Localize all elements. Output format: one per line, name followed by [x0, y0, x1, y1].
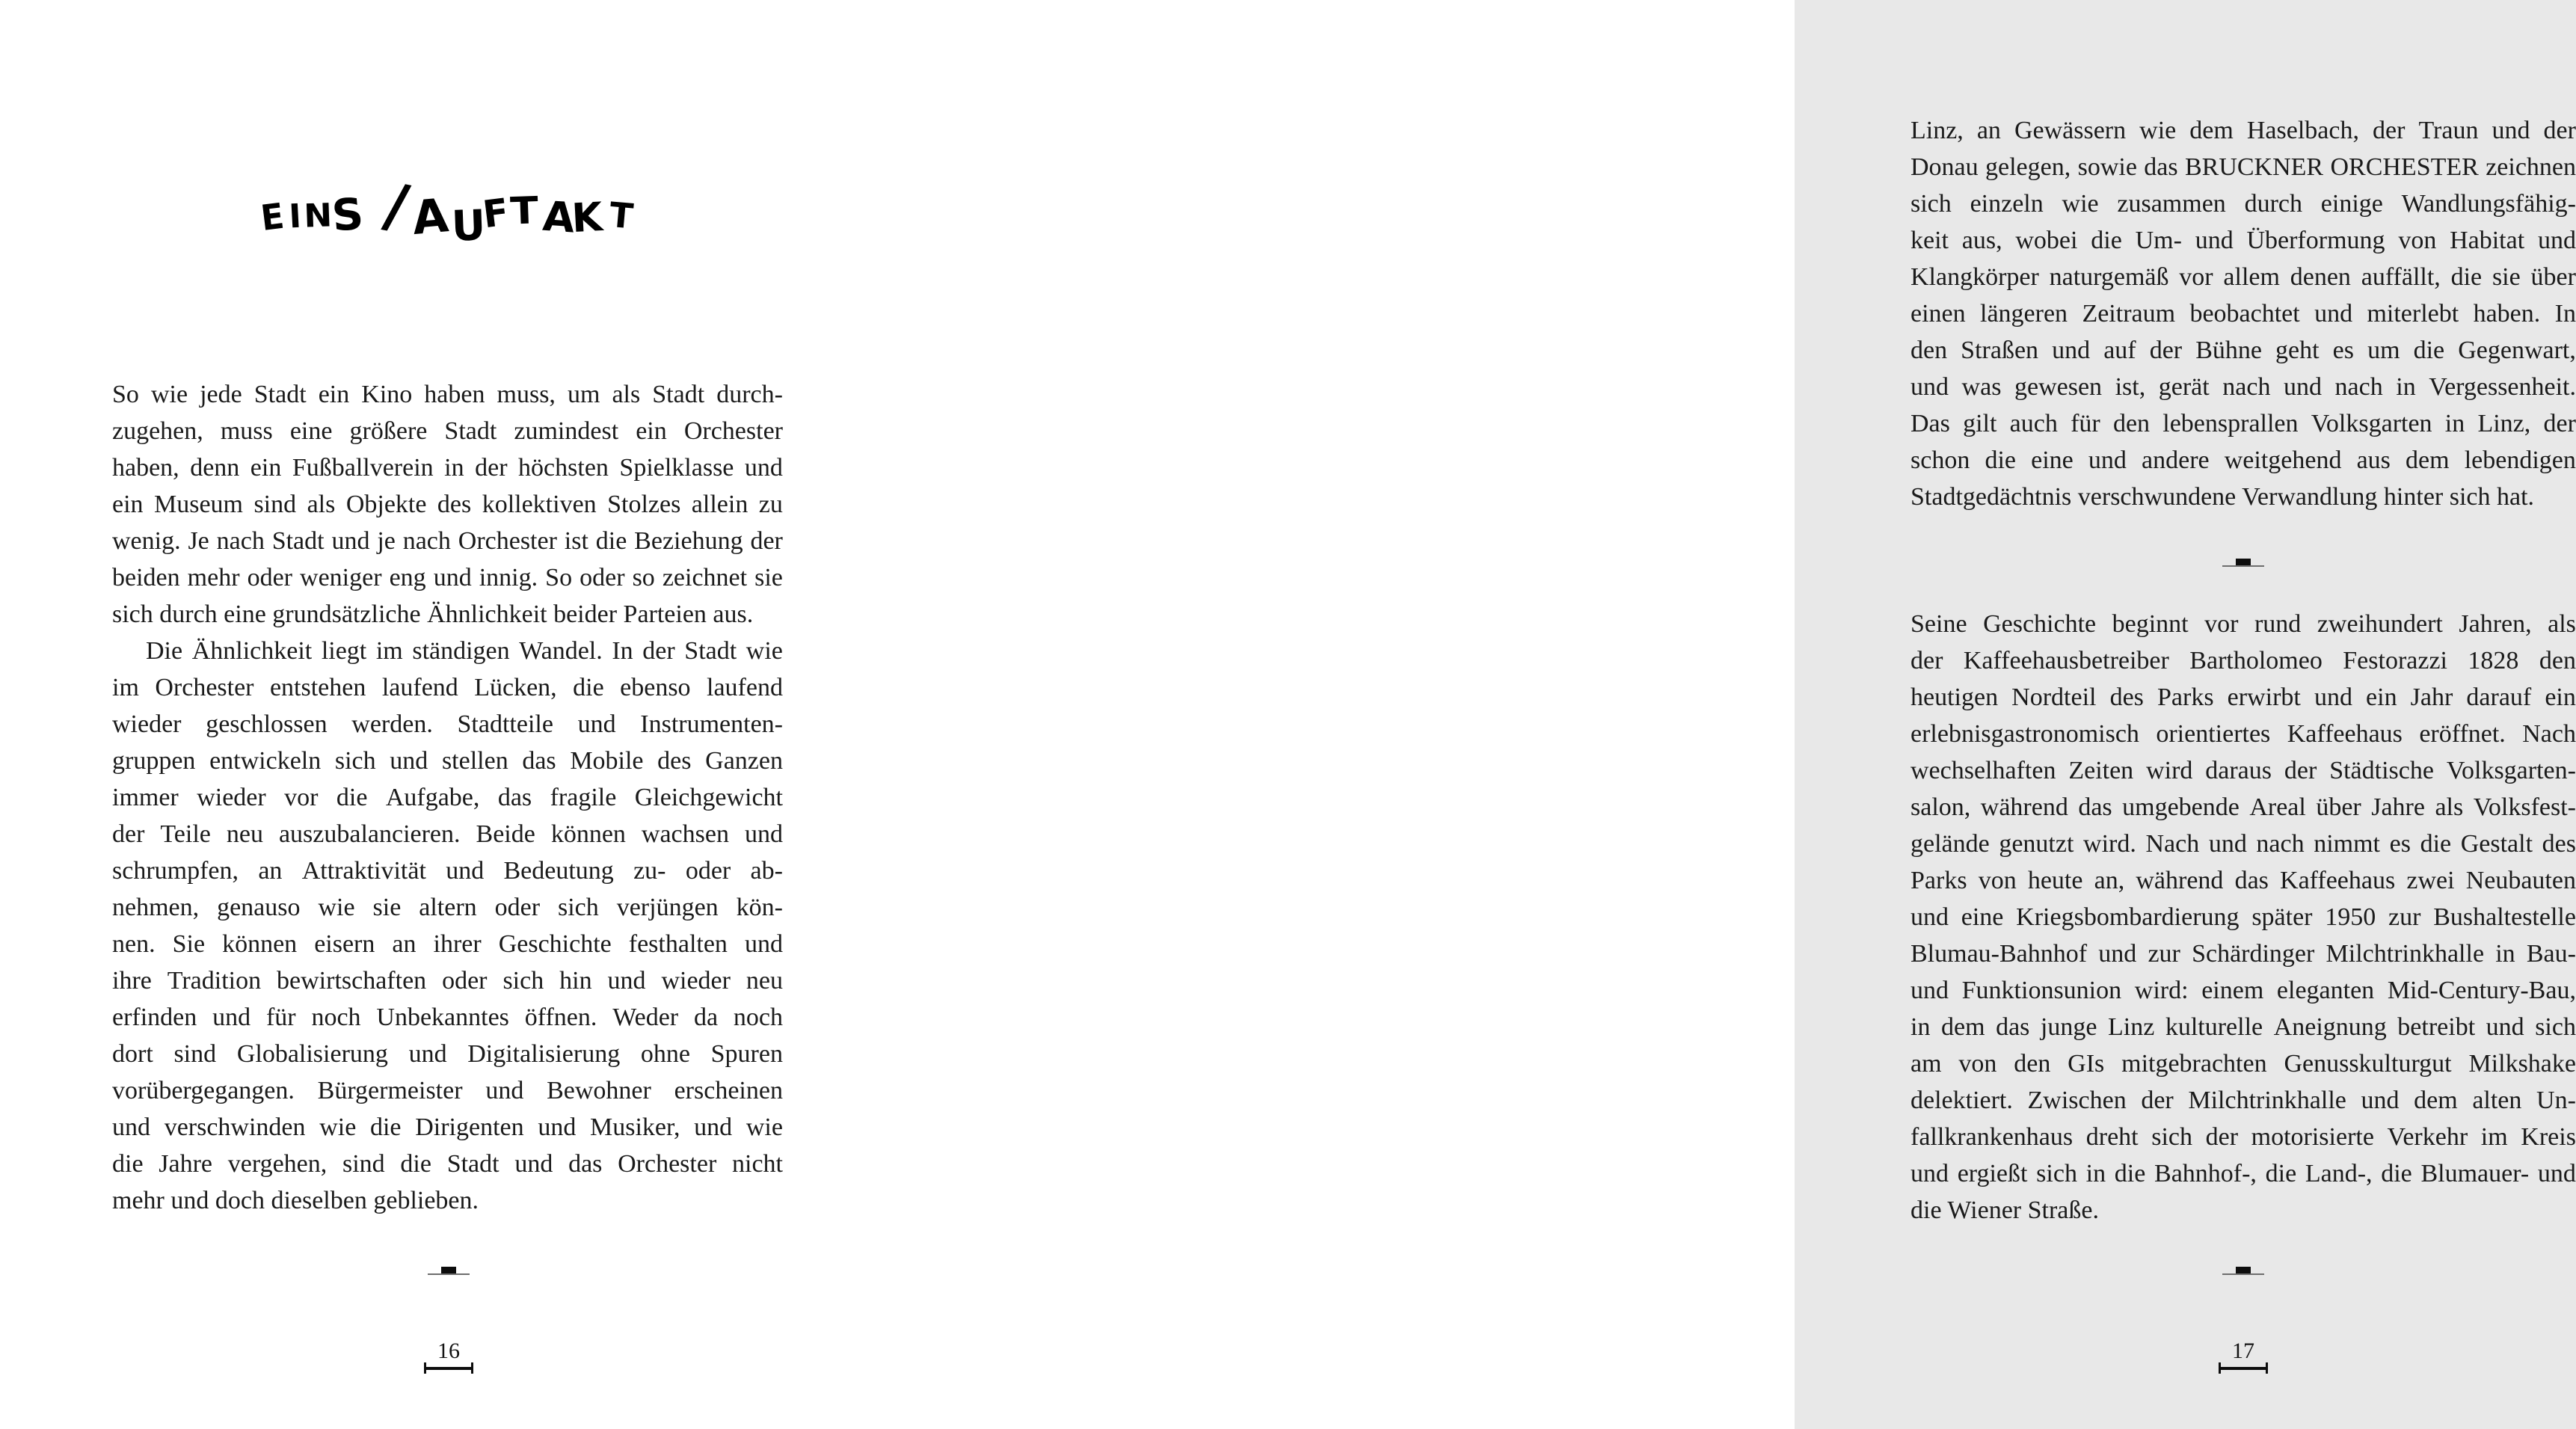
text-line: erfinden und für noch Unbekanntes öffnen. Weder da noch [112, 1004, 783, 1031]
page-number: 16 [437, 1339, 460, 1363]
page-17 [897, 0, 2576, 1429]
heading-letter: N [303, 197, 333, 236]
text-line: den Straßen und auf der Bühne geht es um die Gegenwart, [1911, 336, 2576, 364]
text-line: wieder geschlossen werden. Stadtteile und Instrumenten- [112, 710, 783, 738]
text-line: Stadtgedächtnis verschwundene Verwandlung hinter sich hat. [1911, 483, 2535, 511]
text-line: Donau gelegen, sowie das BRUCKNER ORCHESTER zeichnen [1911, 153, 2576, 181]
rule-tick-left [424, 1362, 426, 1374]
text-line: schrumpfen, an Attraktivität und Bedeutung zu- oder ab- [112, 857, 783, 885]
text-line: nen. Sie können eisern an ihrer Geschichte festhalten und [112, 930, 783, 958]
heading-letter: I [288, 197, 303, 236]
text-line: vorübergegangen. Bürgermeister und Bewohner erscheinen [112, 1077, 783, 1104]
barline-rule-icon [2219, 1367, 2267, 1370]
heading-letter: T [509, 188, 540, 233]
heading-letter: A [541, 191, 577, 242]
text-line: schon die eine und andere weitgehend aus dem lebendigen [1911, 446, 2576, 474]
text-line: salon, während das umgebende Areal über Jahre als Volksfest- [1911, 793, 2576, 821]
text-line: die Wiener Straße. [1911, 1196, 2099, 1224]
section-break-whole-rest-icon [2222, 559, 2264, 567]
text-line: nehmen, genauso wie sie altern oder sich verjüngen kön- [112, 894, 783, 921]
text-line: sich einzeln wie zusammen durch einige Wandlungsfähig- [1911, 190, 2576, 218]
text-line: wechselhaften Zeiten wird daraus der Städtische Volksgarten- [1911, 757, 2576, 784]
heading-letter: E [259, 195, 287, 240]
text-line: So wie jede Stadt ein Kino haben muss, um als Stadt durch- [112, 381, 783, 408]
ornament-line [428, 1273, 470, 1275]
text-line: Seine Geschichte beginnt vor rund zweihundert Jahren, als [1911, 610, 2576, 638]
ornament-block [2236, 559, 2251, 565]
heading-letter: S [330, 188, 366, 242]
text-line: mehr und doch dieselben geblieben. [112, 1187, 479, 1214]
text-line: im Orchester entstehen laufend Lücken, die ebenso laufend [112, 674, 783, 701]
paragraph [1911, 112, 2576, 515]
text-line: Parks von heute an, während das Kaffeehaus zwei Neubauten [1911, 867, 2576, 894]
text-line: ihre Tradition bewirtschaften oder sich hin und wieder neu [112, 967, 783, 995]
text-line: Blumau-Bahnhof und zur Schärdinger Milchtrinkhalle in Bau- [1911, 940, 2576, 968]
text-line: und verschwinden wie die Dirigenten und Musiker, und wie [112, 1113, 783, 1141]
text-line: wenig. Je nach Stadt und je nach Orchester ist die Beziehung der [112, 527, 783, 555]
text-line: der Teile neu auszubalancieren. Beide können wachsen und [112, 820, 783, 848]
text-line: heutigen Nordteil des Parks erwirbt und ein Jahr darauf ein [1911, 683, 2576, 711]
text-line: der Kaffeehausbetreiber Bartholomeo Festorazzi 1828 den [1911, 647, 2576, 674]
text-line: keit aus, wobei die Um- und Überformung von Habitat und [1911, 227, 2576, 254]
text-line: am von den GIs mitgebrachten Genusskulturgut Milkshake [1911, 1050, 2576, 1078]
page-number: 17 [2232, 1339, 2254, 1363]
ornament-block [2236, 1267, 2251, 1273]
text-line: und ergießt sich in die Bahnhof-, die Land-, die Blumauer- und [1911, 1160, 2576, 1187]
text-line: Die Ähnlichkeit liegt im ständigen Wandel. In der Stadt wie [146, 637, 783, 665]
paragraph [112, 633, 783, 1219]
rule-tick-left [2219, 1362, 2221, 1374]
text-line: sich durch eine grundsätzliche Ähnlichkeit beider Parteien aus. [112, 600, 754, 628]
heading-letter: A [410, 188, 451, 246]
text-line: gruppen entwickeln sich und stellen das Mobile des Ganzen [112, 747, 783, 775]
text-line: in dem das junge Linz kulturelle Aneignung betreibt und sich [1911, 1013, 2576, 1041]
text-line: immer wieder vor die Aufgabe, das fragile Gleichgewicht [112, 784, 783, 811]
ornament-line [2222, 1273, 2264, 1275]
text-line: Linz, an Gewässern wie dem Haselbach, der Traun und der [1911, 117, 2576, 144]
paragraph [112, 376, 783, 633]
heading-letter: U [450, 201, 487, 251]
page-footer [425, 1340, 473, 1370]
heading-letter: K [571, 194, 604, 242]
paragraph [1911, 606, 2576, 1229]
text-line: die Jahre vergehen, sind die Stadt und das Orchester nicht [112, 1150, 783, 1178]
text-line: und was gewesen ist, gerät nach und nach in Vergessenheit. [1911, 373, 2576, 401]
text-line: und eine Kriegsbombardierung später 1950 zur Bushaltestelle [1911, 903, 2576, 931]
right-page-text-block-bottom [1911, 606, 2576, 1229]
text-line: ein Museum sind als Objekte des kollektiven Stolzes allein zu [112, 491, 783, 518]
text-line: erlebnisgastronomisch orientiertes Kaffeehaus eröffnet. Nach [1911, 720, 2576, 748]
text-line: fallkrankenhaus dreht sich der motorisierte Verkehr im Kreis [1911, 1123, 2576, 1151]
section-break-whole-rest-icon [428, 1267, 470, 1275]
rule-tick-right [2266, 1362, 2268, 1374]
right-page-text-block-top [1911, 112, 2576, 515]
text-line: dort sind Globalisierung und Digitalisierung ohne Spuren [112, 1040, 783, 1068]
text-line: Klangkörper naturgemäß vor allem denen auffällt, die sie über [1911, 263, 2576, 291]
text-line: gelände genutzt wird. Nach und nach nimmt es die Gestalt des [1911, 830, 2576, 858]
chapter-heading [112, 169, 783, 259]
text-line: haben, denn ein Fußballverein in der höchsten Spielklasse und [112, 454, 783, 482]
text-line: beiden mehr oder weniger eng und innig. So oder so zeichnet sie [112, 564, 783, 591]
heading-letter: T [608, 194, 636, 237]
left-page-text-block [112, 376, 783, 1219]
page-16 [0, 0, 897, 1429]
text-line: Das gilt auch für den lebensprallen Volksgarten in Linz, der [1911, 410, 2576, 437]
text-line: zugehen, muss eine größere Stadt zumindest ein Orchester [112, 417, 783, 445]
section-break-whole-rest-icon [2222, 1267, 2264, 1275]
rule-tick-right [471, 1362, 473, 1374]
heading-letter: / [378, 169, 414, 242]
ornament-line [2222, 565, 2264, 567]
barline-rule-icon [425, 1367, 473, 1370]
page-footer [2219, 1340, 2267, 1370]
ornament-block [441, 1267, 456, 1273]
heading-letter: F [480, 190, 511, 237]
text-line: einen längeren Zeitraum beobachtet und miterlebt haben. In [1911, 300, 2576, 328]
text-line: delektiert. Zwischen der Milchtrinkhalle und dem alten Un- [1911, 1087, 2576, 1114]
text-line: und Funktionsunion wird: einem eleganten Mid-Century-Bau, [1911, 977, 2576, 1004]
